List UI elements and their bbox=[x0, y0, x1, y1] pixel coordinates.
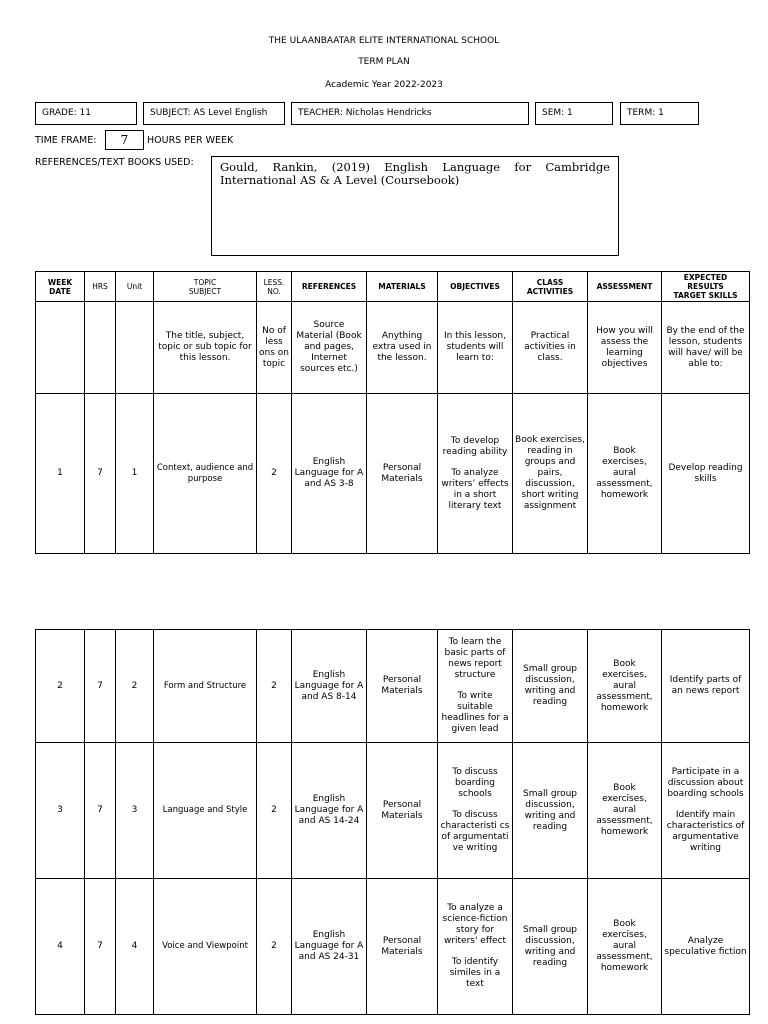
week-expected-line: Identify parts of an news report bbox=[669, 675, 742, 696]
week-materials: Personal Materials bbox=[367, 630, 438, 743]
week-expected bbox=[662, 879, 750, 1015]
week-unit: 2 bbox=[116, 630, 154, 743]
week-hours: 7 bbox=[85, 630, 116, 743]
col-references bbox=[292, 272, 367, 302]
week-expected-line: Develop reading skills bbox=[668, 462, 743, 484]
week-number: 1 bbox=[36, 394, 85, 554]
week-hours: 7 bbox=[85, 743, 116, 879]
week-expected-line: Analyze speculative fiction bbox=[664, 935, 747, 957]
week-expected bbox=[662, 630, 750, 743]
week-topic: Form and Structure bbox=[154, 630, 257, 743]
col-objectives bbox=[438, 272, 513, 302]
week-objectives-line: To learn the basic parts of news report structure bbox=[444, 637, 506, 680]
week-activities: Small group discussion, writing and reading bbox=[513, 630, 588, 743]
guide-week-cell bbox=[36, 302, 85, 394]
week-objectives bbox=[438, 630, 513, 743]
col-unit-label: Unit bbox=[126, 282, 143, 291]
week-objectives bbox=[438, 879, 513, 1015]
week-lessons: 2 bbox=[257, 743, 292, 879]
week-expected-line: Identify main characteristics of argumentative writing bbox=[666, 810, 745, 853]
header-row bbox=[36, 272, 750, 302]
col-objectives-label: OBJECTIVES bbox=[450, 282, 500, 291]
term-plan-table-continued bbox=[35, 629, 750, 1015]
week-assessment: Book exercises, aural assessment, homework bbox=[588, 879, 662, 1015]
col-hrs-label: HRS bbox=[92, 282, 108, 291]
week-assessment: Book exercises, aural assessment, homework bbox=[588, 630, 662, 743]
guide-lessons: No of less ons on topic bbox=[257, 302, 292, 394]
guide-expected: By the end of the lesson, students will have/ will be able to: bbox=[662, 302, 750, 394]
week-objectives-line: To identify similes in a text bbox=[449, 957, 501, 989]
week-number: 4 bbox=[36, 879, 85, 1015]
week-unit: 1 bbox=[116, 394, 154, 554]
col-expected bbox=[662, 272, 750, 302]
guide-materials: Anything extra used in the lesson. bbox=[367, 302, 438, 394]
week-row bbox=[36, 743, 750, 879]
col-week-date-label: WEEK DATE bbox=[47, 277, 73, 296]
term-box: TERM: 1 bbox=[620, 102, 699, 125]
document-title: TERM PLAN bbox=[358, 57, 410, 67]
week-materials: Personal Materials bbox=[367, 879, 438, 1015]
guide-assessment: How you will assess the learning objectives bbox=[588, 302, 662, 394]
guide-activities: Practical activities in class. bbox=[513, 302, 588, 394]
week-hours: 7 bbox=[85, 879, 116, 1015]
col-assessment bbox=[588, 272, 662, 302]
guide-hrs-cell bbox=[85, 302, 116, 394]
week-expected bbox=[662, 394, 750, 554]
col-topic bbox=[154, 272, 257, 302]
col-expected-label: EXPECTED RESULTS TARGET SKILLS bbox=[673, 273, 738, 300]
week-unit: 3 bbox=[116, 743, 154, 879]
col-lessons bbox=[257, 272, 292, 302]
col-topic-label: TOPIC SUBJECT bbox=[188, 277, 222, 296]
week-number: 3 bbox=[36, 743, 85, 879]
references-label: REFERENCES/TEXT BOOKS USED: bbox=[35, 157, 194, 168]
week-objectives bbox=[438, 394, 513, 554]
guide-references: Source Material (Book and pages, Internet sources etc.) bbox=[292, 302, 367, 394]
col-activities bbox=[513, 272, 588, 302]
references-textbox: Gould, Rankin, (2019) English Language for Cambridge International AS & A Level (Coursebook) bbox=[211, 156, 619, 256]
week-lessons: 2 bbox=[257, 394, 292, 554]
week-references: English Language for A and AS 8-14 bbox=[292, 630, 367, 743]
week-references: English Language for A and AS 3-8 bbox=[292, 394, 367, 554]
week-objectives-line: To write suitable headlines for a given lead bbox=[441, 691, 509, 734]
week-references: English Language for A and AS 14-24 bbox=[292, 743, 367, 879]
week-objectives bbox=[438, 743, 513, 879]
col-hrs bbox=[85, 272, 116, 302]
week-activities: Small group discussion, writing and reading bbox=[513, 743, 588, 879]
week-materials: Personal Materials bbox=[367, 743, 438, 879]
col-week-date bbox=[36, 272, 85, 302]
col-references-label: REFERENCES bbox=[301, 282, 357, 291]
week-objectives-line: To analyze a science-fiction story for writers' effect bbox=[442, 903, 508, 946]
week-topic: Context, audience and purpose bbox=[154, 394, 257, 554]
week-topic: Voice and Viewpoint bbox=[154, 879, 257, 1015]
week-number: 2 bbox=[36, 630, 85, 743]
week-unit: 4 bbox=[116, 879, 154, 1015]
week-lessons: 2 bbox=[257, 630, 292, 743]
sem-box: SEM: 1 bbox=[535, 102, 613, 125]
week-activities: Book exercises, reading in groups and pairs, discussion, short writing assignment bbox=[513, 394, 588, 554]
week-references: English Language for A and AS 24-31 bbox=[292, 879, 367, 1015]
week-row bbox=[36, 394, 750, 554]
week-objectives-line: To develop reading ability bbox=[442, 435, 508, 457]
week-materials: Personal Materials bbox=[367, 394, 438, 554]
academic-year: Academic Year 2022-2023 bbox=[325, 80, 443, 90]
time-frame-label: TIME FRAME: bbox=[35, 135, 97, 146]
grade-box: GRADE: 11 bbox=[35, 102, 137, 125]
week-lessons: 2 bbox=[257, 879, 292, 1015]
guide-objectives: In this lesson, students will learn to: bbox=[438, 302, 513, 394]
school-name: THE ULAANBAATAR ELITE INTERNATIONAL SCHOOL bbox=[268, 36, 500, 46]
week-hours: 7 bbox=[85, 394, 116, 554]
week-assessment: Book exercises, aural assessment, homework bbox=[588, 394, 662, 554]
col-assessment-label: ASSESSMENT bbox=[596, 282, 653, 291]
col-materials bbox=[367, 272, 438, 302]
week-row bbox=[36, 630, 750, 743]
col-lessons-label: LESS. NO. bbox=[263, 277, 285, 296]
guide-topic: The title, subject, topic or sub topic for this lesson. bbox=[154, 302, 257, 394]
term-plan-table bbox=[35, 271, 750, 554]
week-objectives-line: To discuss characteristi cs of argumentati ve writing bbox=[440, 810, 510, 853]
week-assessment: Book exercises, aural assessment, homework bbox=[588, 743, 662, 879]
time-frame-value: 7 bbox=[105, 130, 144, 150]
guide-unit-cell bbox=[116, 302, 154, 394]
subject-box: SUBJECT: AS Level English bbox=[143, 102, 285, 125]
week-expected-line: Participate in a discussion about boarding schools bbox=[667, 767, 744, 799]
week-topic: Language and Style bbox=[154, 743, 257, 879]
col-materials-label: MATERIALS bbox=[378, 282, 426, 291]
week-objectives-line: To discuss boarding schools bbox=[452, 767, 498, 799]
week-expected bbox=[662, 743, 750, 879]
week-row bbox=[36, 879, 750, 1015]
hours-per-week-label: HOURS PER WEEK bbox=[147, 135, 234, 146]
week-objectives-line: To analyze writers’ effects in a short literary text bbox=[441, 467, 509, 511]
guide-row bbox=[36, 302, 750, 394]
week-activities: Small group discussion, writing and reading bbox=[513, 879, 588, 1015]
col-unit bbox=[116, 272, 154, 302]
teacher-box: TEACHER: Nicholas Hendricks bbox=[291, 102, 529, 125]
col-activities-label: CLASS ACTIVITIES bbox=[526, 277, 574, 296]
